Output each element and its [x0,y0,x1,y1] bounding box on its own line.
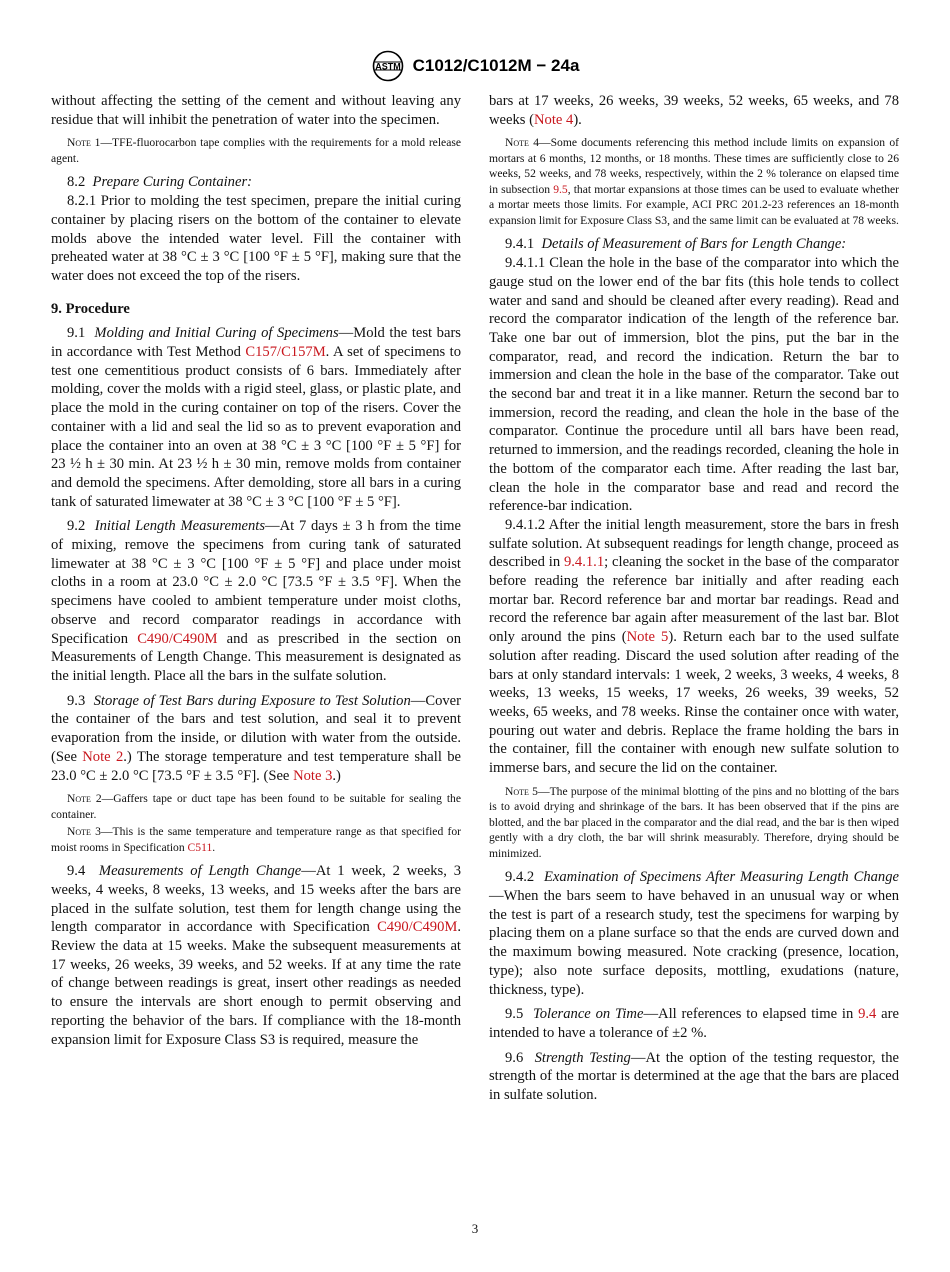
note-5: Note 5—The purpose of the minimal blotting of the pins and no blotting of the bars is to avoid drying and shrinkage of the bars. It has been observed that if the pins are blotted, and the bar placed in the comparator and the dial read, and the bar is then wiped gently with a dry cloth, the bar will shrink measurably. Therefore, drying should be minimized. [489,784,899,860]
document-designation: C1012/C1012M − 24a [412,56,580,75]
section-9-4-1-1: 9.4.1.1 Clean the hole in the base of the comparator into which the gauge stud on the lower end of the bar fits (this hole tends to collect water and sand and should be cleaned after every reading). Read and record the comparator indication of the length of the reference bar. Take one bar out of immersion, blot the pins, put the bar in the comparator, read, and record the indication. Return the bar to immersion and clean the hole in the base of the comparator. Take out the second bar and treat it in a like manner. Return the second bar to immersion, record the reading, and clean the hole in the base of the comparator. Continue the procedure until all bars have been read, returned to immersion, and the readings recorded, cleaning the hole in the bottom of the comparator each time. After reading the last bar, clean the hole in the comparator base and read and record the reference-bar indication. [489,255,899,515]
ref-c511[interactable]: C511 [187,840,213,854]
note-1: Note 1—TFE-fluorocarbon tape complies with the requirements for a mold release agent. [51,136,462,165]
section-9-6: 9.6 Strength Testing—At the option of the testing requestor, the strength of the mortar is determined at the age that the bars are placed in sulfate solution. [489,1049,899,1104]
ref-9-4[interactable]: 9.4 [858,1006,877,1023]
astm-logo-icon [371,50,405,82]
section-9-4-continued: bars at 17 weeks, 26 weeks, 39 weeks, 52 weeks, 65 weeks, and 78 weeks (Note 4). [489,93,899,128]
section-9-5: 9.5 Tolerance on Time—All references to elapsed time in 9.4 are intended to have a tolerance of ±2 %. [489,1006,900,1041]
section-9-4-1-2: 9.4.1.2 After the initial length measurement, store the bars in fresh sulfate solution. At subsequent readings for length change, proceed as described in 9.4.1.1; cleaning the socket in the base of the comparator before reading the reference bar initially and after reading each mortar bar. Record reference bar and mortar bar readings. Read and record the reference bar again after measurement of the last bar. Blot only around the pins (Note 5). Return each bar to the used sulfate solution after reading. Discard the used solution after reading of the bars at only standard intervals: 1 week, 2 weeks, 3 weeks, 4 weeks, 8 weeks, 13 weeks, 15 weeks, 17 weeks, 26 weeks, 39 weeks, 52 weeks, 65 weeks, and 78 weeks. Rinse the container once with water, pouring out water and debris. Replace the frame holding the bars in the container, fill the container with enough new sulfate solution to immerse bars, and secure the lid on the container. [489,516,899,777]
note-3: Note 3—This is the same temperature and temperature range as that specified for moist rooms in Specification C511. [51,825,461,854]
right-column [489,92,899,1111]
note-2: Note 2—Gaffers tape or duct tape has been found to be suitable for sealing the container. [51,792,461,821]
ref-9-4-1-1[interactable]: 9.4.1.1 [563,554,605,571]
section-9-4-2: 9.4.2 Examination of Specimens After Measuring Length Change—When the bars seem to have behaved in an unusual way or when the test is part of a research study, test the specimens for warping by placing them on a plane surface so that the ends are curved down and the maximum bowing measured. Note cracking (presence, location, type); also note surface deposits, mottling, exudations (nature, thickness, type). [489,869,899,998]
logo-text: ASTM [374,61,401,72]
left-column [51,92,461,1055]
intro-paragraph: without affecting the setting of the cement and without leaving any residue that will inhibit the penetration of water into the specimen. [51,93,461,128]
section-9-4-1: 9.4.1 Details of Measurement of Bars for Length Change: [505,236,847,253]
note-4: Note 4—Some documents referencing this method include limits on expansion of mortars at 6 months, 12 months, or 18 months. These times are sufficiently close to 26 weeks, 52 weeks, and 78 weeks, respectively, within the 2 % tolerance on elapsed time in subsection 9.5, that mortar expansions at those times can be used to evaluate whether a mortar meets those limits. For example, ACI PRC 201.2-23 references an 18-month expansion limit for Exposure Class S3, and the same limit can be evaluated at 78 weeks. [489,136,899,227]
page-header [0,50,950,82]
ref-c490[interactable]: C490/C490M [137,630,218,647]
ref-c157[interactable]: C157/C157M [245,344,326,361]
ref-note-3[interactable]: Note 3 [293,767,333,784]
section-9-heading: 9. Procedure [51,300,130,317]
ref-note-4[interactable]: Note 4 [533,111,574,128]
section-9-3: 9.3 Storage of Test Bars during Exposure to Test Solution—Cover the container of the bars and test solution, and seal it to prevent evaporation from the inside, or dilution with water from the outside. (See Note 2.) The storage temperature and test temperature shall be 23.0 °C ± 2.0 °C [73.5 °F ± 3.5 °F]. (See Note 3.) [51,692,462,784]
section-8-2: 8.2 Prepare Curing Container: [67,174,252,191]
page-number: 3 [471,1221,479,1236]
ref-note-2[interactable]: Note 2 [82,748,124,765]
section-9-1: 9.1 Molding and Initial Curing of Specimens—Mold the test bars in accordance with Test Method C157/C157M. A set of specimens to test one cementitious product consists of 6 bars. Immediately after molding, cover the molds with a rigid steel, glass, or plastic plate, and place the mold in the curing container on top of the risers. Cover the container with a lid and seal the lid so as to prevent evaporation and place the container into an oven at 38 °C ± 3 °C [100 °F ± 5 °F] for 23 ½ h ± 30 min. At 23 ½ h ± 30 min, remove molds from container and demold the specimens. After demolding, store all bars in a curing tank of saturated limewater at 38 °C ± 3 °C [100 °F ± 5 °F]. [51,325,461,510]
section-8-2-1: 8.2.1 Prior to molding the test specimen, prepare the initial curing container by placing risers on the bottom of the container to elevate molds above the intended water level. Fill the container with preheated water at 38 °C ± 3 °C [100 °F ± 5 °F], making sure that the water does not exceed the top of the risers. [51,193,461,284]
section-9-2: 9.2 Initial Length Measurements—At 7 days ± 3 h from the time of mixing, remove the specimens from curing tank of saturated limewater at 38 °C ± 3 °C [100 °F ± 5 °F] and place under moist cloths in a room at 23.0 °C ± 2.0 °C [73.5 °F ± 3.5 °F]. When the specimens have cooled to ambient temperature under moist cloths, observe and record comparator readings in accordance with Specification C490/C490M and as prescribed in the section on Measurements of Length Change. This measurement is designated as the initial length. Place all the bars in the sulfate solution. [51,518,461,684]
ref-9-5[interactable]: 9.5 [553,182,568,196]
ref-note-5[interactable]: Note 5 [626,629,669,646]
ref-c490-2[interactable]: C490/C490M [377,919,458,936]
section-9-4: 9.4 Measurements of Length Change—At 1 week, 2 weeks, 3 weeks, 4 weeks, 8 weeks, 13 weeks, and 15 weeks after the bars are placed in the sulfate solution, test them for length change using the length comparator in accordance with Specification C490/C490M. Review the data at 15 weeks. Make the subsequent measurements at 17 weeks, 26 weeks, 39 weeks, and 52 weeks. If at any time the rate of change between readings is great, insert other readings as needed to ensure the intervals are short enough to permit observing and reporting the behavior of the bars. If compliance with the 18-month expansion limit for Exposure Class S3 is required, measure the [51,863,462,1048]
